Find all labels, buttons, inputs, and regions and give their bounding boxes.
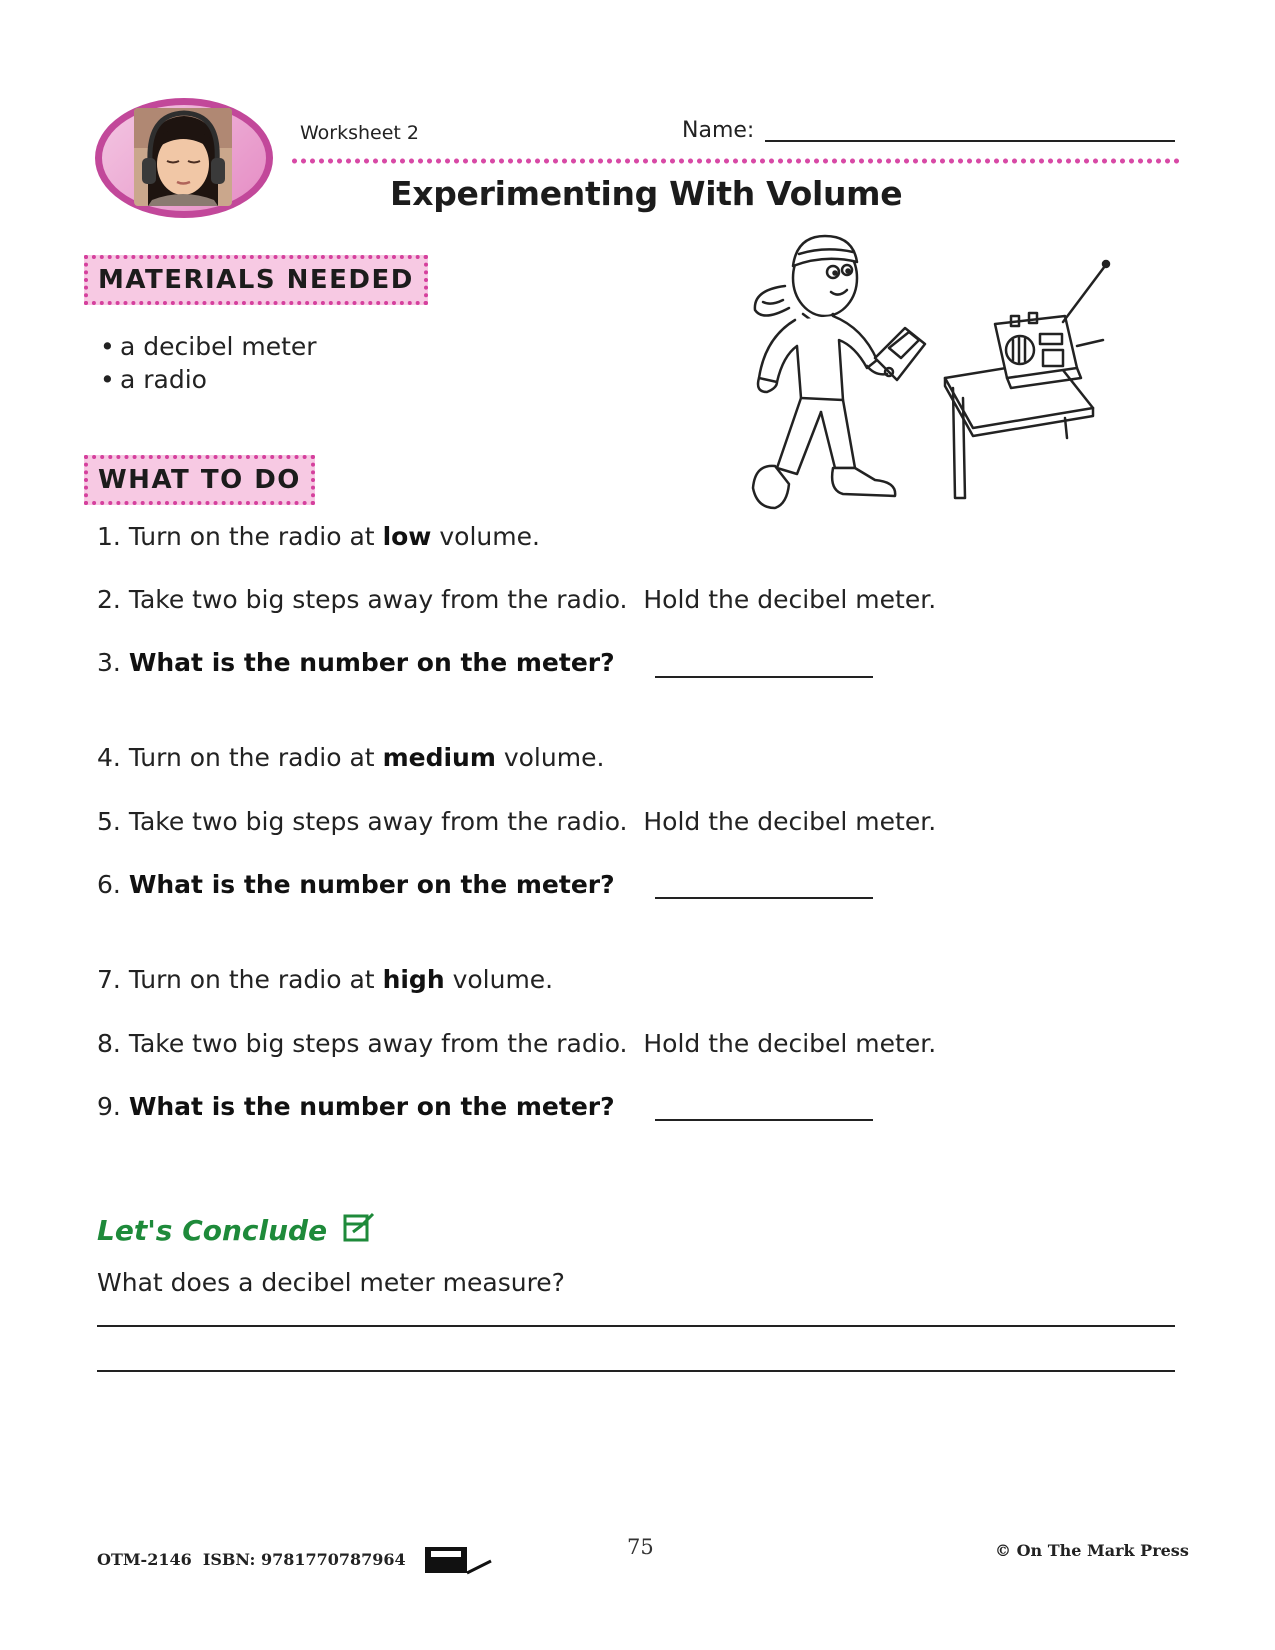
name-field-line[interactable] bbox=[765, 140, 1175, 142]
header-dotted-rule bbox=[290, 158, 1180, 164]
answer-line-6[interactable] bbox=[655, 897, 873, 899]
answer-line-3[interactable] bbox=[655, 676, 873, 678]
footer-copyright: © On The Mark Press bbox=[995, 1541, 1189, 1560]
step-2: 2. Take two big steps away from the radio. Hold the decibel meter. bbox=[97, 585, 937, 614]
list-item: • a radio bbox=[100, 365, 207, 394]
conclude-question: What does a decibel meter measure? bbox=[97, 1268, 565, 1297]
materials-needed-heading: MATERIALS NEEDED bbox=[84, 255, 428, 305]
answer-line-9[interactable] bbox=[655, 1119, 873, 1121]
page-title: Experimenting With Volume bbox=[390, 174, 903, 213]
step-8: 8. Take two big steps away from the radio. Hold the decibel meter. bbox=[97, 1029, 937, 1058]
lets-conclude-heading: Let's Conclude bbox=[97, 1210, 375, 1247]
girl-with-headphones-photo bbox=[134, 108, 232, 206]
footer-isbn: OTM-2146 ISBN: 9781770787964 bbox=[97, 1541, 495, 1575]
name-label: Name: bbox=[682, 118, 755, 143]
list-item: • a decibel meter bbox=[100, 332, 317, 361]
step-4: 4. Turn on the radio at medium volume. bbox=[97, 743, 605, 772]
what-to-do-heading: WHAT TO DO bbox=[84, 455, 315, 505]
step-6-question: 6. What is the number on the meter? bbox=[97, 870, 615, 899]
step-3-question: 3. What is the number on the meter? bbox=[97, 648, 615, 677]
bullet-icon: • bbox=[100, 365, 115, 394]
publisher-logo-icon bbox=[421, 1541, 495, 1575]
answer-write-line-1[interactable] bbox=[97, 1325, 1175, 1327]
bullet-icon: • bbox=[100, 332, 115, 361]
checklist-icon bbox=[341, 1210, 375, 1244]
worksheet-number: Worksheet 2 bbox=[300, 122, 420, 144]
answer-write-line-2[interactable] bbox=[97, 1370, 1175, 1372]
step-5: 5. Take two big steps away from the radio. Hold the decibel meter. bbox=[97, 807, 937, 836]
page-number: 75 bbox=[627, 1535, 654, 1559]
step-9-question: 9. What is the number on the meter? bbox=[97, 1092, 615, 1121]
step-7: 7. Turn on the radio at high volume. bbox=[97, 965, 554, 994]
girl-with-radio-illustration bbox=[725, 228, 1175, 528]
step-1: 1. Turn on the radio at low volume. bbox=[97, 522, 540, 551]
